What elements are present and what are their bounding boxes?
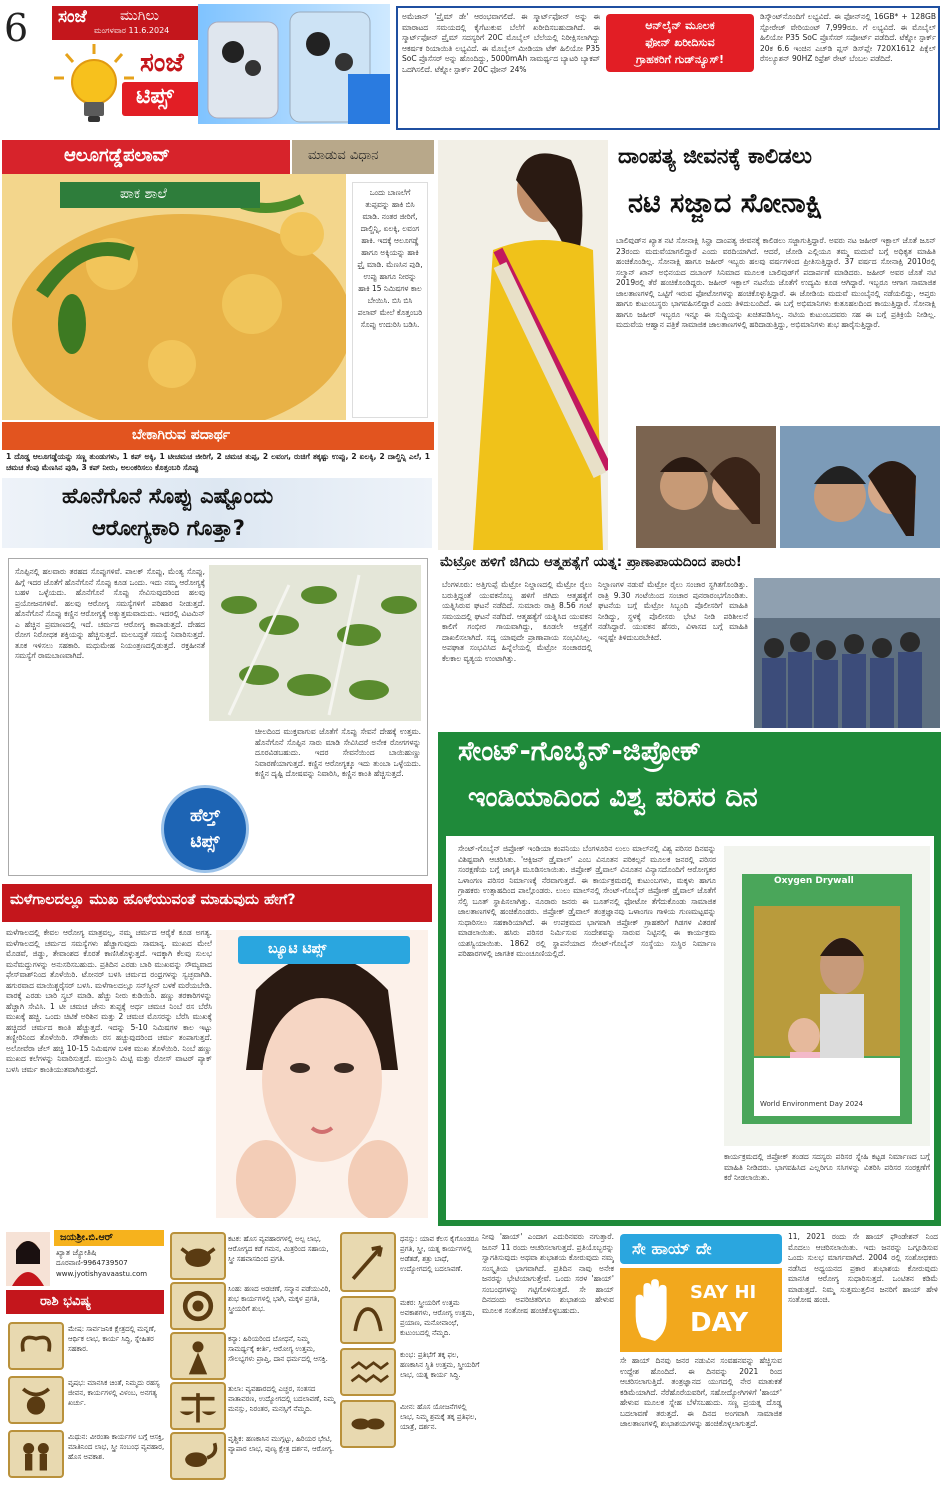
rashi-simha: ಸಿಂಹ: ಹಣದ ಅಡಚಣೆ, ಸನ್ಮಾನ ಪಡೆಯುವಿರಿ, ಶುಭ ಕಾರ್ಯಗಳಲ್ಲಿ ಭಾಗಿ, ಮಕ್ಕಳ ಪ್ರಗತಿ, ಸ್ತ್ರೀಯರಿಗೆ ಶುಭ. [228,1285,331,1313]
masthead [0,0,395,128]
page-number: 6 [4,6,29,50]
astrologer-photo [6,1232,50,1286]
greens-body-1: ಸೊಪ್ಪಿನಲ್ಲಿ ಹಲವಾರು ತರಹದ ಸೊಪ್ಪುಗಳಿವೆ. ಪಾಲಕ್ ಸೊಪ್ಪು, ಮೆಂತ್ಯ ಸೊಪ್ಪು, ಹಿಗ್ಗೆ ಇದರ ಜೊತೆಗೆ ಹೊನೆಗೊನೆ ಸೊಪ್ಪು ಕೂಡ ಒಂದು. ಇದು ನಮ್ಮ ಆರೋಗ್ಯಕ್ಕೆ ಬಹಳ ಒಳ್ಳೆಯದು. ಹೊನೆಗೊನೆ ಸೊಪ್ಪು ಸೇವಿಸುವುದರಿಂದ ಹಲವು ಪ್ರಯೋಜನಗಳಿವೆ. ಹಲವು ಆರೋಗ್ಯ ಸಮಸ್ಯೆಗಳಿಗೆ ಪರಿಹಾರ ನೀಡುತ್ತದೆ. ಹೊನೆಗೊನೆ ಸೊಪ್ಪು ಕಣ್ಣಿನ ಆರೋಗ್ಯಕ್ಕೆ ಅತ್ಯುತ್ತಮವಾದುದು. ಇದರಲ್ಲಿ ವಿಟಮಿನ್ ಎ ಹೆಚ್ಚಿನ ಪ್ರಮಾಣದಲ್ಲಿ ಇದೆ. ಚರ್ಮದ ಆರೋಗ್ಯ ಕಾಪಾಡುತ್ತದೆ. ದೇಹದ ರೋಗ ನಿರೋಧಕ ಶಕ್ತಿಯನ್ನು ಹೆಚ್ಚಿಸುತ್ತದೆ. ಮಲಬದ್ಧತೆ ಸಮಸ್ಯೆ ನಿವಾರಿಸುತ್ತದೆ. ತೂಕ ಇಳಿಸಲು ಸಹಕಾರಿ. ಮಧುಮೇಹ ನಿಯಂತ್ರಣದಲ್ಲಿಡುತ್ತದೆ. ರಕ್ತಹೀನತೆ ಸಮಸ್ಯೆಗೆ ರಾಮಬಾಣವಾಗಿದೆ. [15,567,205,660]
phone-story-col1: ಅಮೆಜಾನ್ 'ಪ್ರೈಮ್ ಡೇ' ಆರಂಭವಾಗಲಿದೆ. ಈ ಸ್ಮಾರ್ಟ್‌ಫೋನ್ ಅನ್ನು ಈ ಮಾರಾಟದ ಸಮಯದಲ್ಲಿ ಕೈಗೆಟುಕುವ ಬೆಲೆಗೆ ಖರೀದಿಸಬಹುದಾಗಿದೆ. ಈ ಸ್ಮಾರ್ಟ್‌ಫೋನ್ ಪ್ರೈಮ್ ಸದಸ್ಯರಿಗೆ 20C ಮೊಬೈಲ್ ಬೆಲೆಯಲ್ಲಿ ನಿರೀಕ್ಷಿಸಲಾಗಿದ್ದು ಆಕರ್ಷಕ ರಿಯಾಯಿತಿ ಲಭ್ಯವಿದೆ. ಈ ಮೊಬೈಲ್ ಮೀಡಿಯಾ ಟೆಕ್ ಹಿಲಿಯೋ P35 SoC ಪ್ರೊಸೆಸರ್ ಅನ್ನು ಹೊಂದಿದ್ದು, 5000mAh ಸಾಮರ್ಥ್ಯದ ಬ್ಯಾಟರಿ ಬ್ಯಾಕಪ್ ಒದಗಿಸಲಿದೆ. ಟೆಕ್ನೋ ಸ್ಪಾರ್ಕ್ 20C ಫೋನ್ 24% [402,12,600,74]
rashi-kanya: ಕನ್ಯಾ: ಹಿರಿಯರಿಂದ ಬೋಧನೆ, ನಿಮ್ಮ ಸಾಮರ್ಥ್ಯಕ್ಕೆ ಕೀರ್ತಿ, ಆರೋಗ್ಯ ಉತ್ತಮ, ಸೌಲಭ್ಯಗಳು ಪ್ರಾಪ್ತಿ, ದಾನ ಧರ್ಮದಲ್ಲಿ ಆಸಕ್ತಿ. [228,1335,328,1363]
ingredients-label: ಬೇಕಾಗಿರುವ ಪದಾರ್ಥ [132,427,231,443]
libra-icon [170,1382,226,1430]
issue-date: ಮಂಗಳವಾರ 11.6.2024 [94,26,170,35]
rashi-vrishchika: ವೃಶ್ಚಿಕ: ಹಣಕಾಸಿನ ಮುಗ್ಗಟ್ಟು, ಹಿರಿಯರ ಭೇಟಿ, ವ್ಯಾಪಾರ ಲಾಭ, ಪುಣ್ಯ ಕ್ಷೇತ್ರ ದರ್ಶನ, ಆರೋಗ್ಯ. [228,1435,335,1453]
virgo-icon [170,1332,226,1380]
skin-body: ಮಳೆಗಾಲದಲ್ಲಿ ಕೇವಲ ಆರೋಗ್ಯ ಮಾತ್ರವಲ್ಲ, ನಮ್ಮ ಚರ್ಮದ ಆರೈಕೆ ಕೂಡ ಅಗತ್ಯ. ಮಳೆಗಾಲದಲ್ಲಿ ಚರ್ಮದ ಸಮಸ್ಯೆಗಳು ಹೆಚ್ಚಾಗುವುದು ಸಾಮಾನ್ಯ. ಮುಖದ ಮೇಲೆ ಮೊಡವೆ, ಜಿಡ್ಡು, ತೇವಾಂಶದ ಕೊರತೆ ಕಾಣಿಸಿಕೊಳ್ಳುತ್ತದೆ. ಇದಕ್ಕಾಗಿ ಕೆಲವು ಸುಲಭ ಮನೆಮದ್ದುಗಳನ್ನು ಅನುಸರಿಸಬಹುದು. ಪ್ರತಿದಿನ ಎರಡು ಬಾರಿ ಮುಖವನ್ನು ಸೌಮ್ಯವಾದ ಫೇಸ್‌ವಾಶ್‌ನಿಂದ ತೊಳೆಯಿರಿ. ಟೋನರ್ ಬಳಸಿ ಚರ್ಮದ ರಂಧ್ರಗಳನ್ನು ಸ್ವಚ್ಛವಾಗಿಡಿ. ಹಗುರವಾದ ಮಾಯಿಶ್ಚರೈಸರ್ ಬಳಸಿ. ಮಳೆಗಾಲದಲ್ಲೂ ಸನ್‌ಸ್ಕ್ರೀನ್ ಬಳಕೆ ಮರೆಯಬೇಡಿ. ವಾರಕ್ಕೆ ಎರಡು ಬಾರಿ ಸ್ಕ್ರಬ್ ಮಾಡಿ. ಹೆಚ್ಚು ನೀರು ಕುಡಿಯಿರಿ. ಹಣ್ಣು ತರಕಾರಿಗಳನ್ನು ಹೆಚ್ಚಾಗಿ ಸೇವಿಸಿ. 1 ಟೀ ಚಮಚ ಜೇನು ತುಪ್ಪಕ್ಕೆ ಅರ್ಧ ಚಮಚ ನಿಂಬೆ ರಸ ಬೆರೆಸಿ ಮುಖಕ್ಕೆ ಹಚ್ಚಿ. ಒಂದು ಚಿಟಿಕೆ ಅರಿಶಿನ ಮತ್ತು 2 ಚಮಚ ಮೊಸರನ್ನು ಬೆರೆಸಿ ಮುಖಕ್ಕೆ ಹಚ್ಚಿದರೆ ಚರ್ಮದ ಕಾಂತಿ ಹೆಚ್ಚುತ್ತದೆ. ಇದನ್ನು 5-10 ನಿಮಿಷಗಳ ಕಾಲ ಇಟ್ಟು ತಣ್ಣೀರಿನಿಂದ ತೊಳೆಯಿರಿ. ಸೌತೆಕಾಯಿ ರಸ ಹಚ್ಚುವುದರಿಂದ ಚರ್ಮ ತಂಪಾಗುತ್ತದೆ. ಅಲೋವೆರಾ ಜೆಲ್ ಹಚ್ಚಿ 10-15 ನಿಮಿಷಗಳ ಬಳಿಕ ಮುಖ ತೊಳೆಯಿರಿ. ನಿಂಬೆ ಹಣ್ಣು ಮುಖದ ಕಲೆಗಳನ್ನು ನಿವಾರಿಸುತ್ತದೆ. ಮುಲ್ತಾನಿ ಮಿಟ್ಟಿ ಮತ್ತು ರೋಸ್ ವಾಟರ್ ಪ್ಯಾಕ್ ಬಳಸಿ ಚರ್ಮ ಕಾಂತಿಯುತವಾಗಿರುತ್ತದೆ. [6,928,212,1074]
rashi-dhanu: ಧನಸ್ಸು: ಯಾವ ಕೆಲಸ ಕೈಗೊಂಡರೂ ಪ್ರಗತಿ, ಸ್ತ್ರೀ, ಯತ್ನ ಕಾರ್ಯಗಳಲ್ಲಿ ಅಡೆತಡೆ, ಶತ್ರು ಬಾಧೆ, ಉದ್ಯೋಗದಲ್ಲಿ ಬದಲಾವಣೆ. [400,1235,479,1273]
sg-headline-2: ಇಂಡಿಯಾದಿಂದ ವಿಶ್ವ ಪರಿಸರ ದಿನ [468,782,758,813]
frame-brand: Oxygen Drywall [774,876,854,886]
phone-story [396,6,940,130]
sonakshi-headline-2: ನಟಿ ಸಜ್ಜಾದ ಸೋನಾಕ್ಷಿ [628,188,823,219]
metro-photo [754,578,940,728]
leo-icon [170,1282,226,1330]
metro-body-2: ನಿಲ್ದಾಣಗಳ ನಡುವೆ ಮೆಟ್ರೋ ರೈಲು ಸಂಚಾರ ಸ್ಥಗಿತಗೊಂಡಿತ್ತು. ರಾತ್ರಿ 9.30 ಗಂಟೆಯಿಂದ ಸಂಚಾರ ಪುನರಾರಂಭಗೊಂಡಿತು. ಘಟನೆಯ ಬಗ್ಗೆ ಮೆಟ್ರೋ ಸಿಬ್ಬಂದಿ ಪೊಲೀಸರಿಗೆ ಮಾಹಿತಿ ನೀಡಿದ್ದು, ಸ್ಥಳಕ್ಕೆ ಪೊಲೀಸರು ಭೇಟಿ ನೀಡಿ ಪರಿಶೀಲನೆ ನಡೆಸಿದ್ದಾರೆ. ಯುವಕನ ಹೆಸರು, ವಿಳಾಸದ ಬಗ್ಗೆ ಮಾಹಿತಿ ಇನ್ನಷ್ಟೇ ತಿಳಿದುಬರಬೇಕಿದೆ. [598,580,748,642]
health-badge-1: ಹೆಲ್ತ್ [190,806,220,826]
health-badge-2: ಟಿಪ್ಸ್ [190,832,220,852]
frame-caption: World Environment Day 2024 [760,1100,864,1108]
say-hi-col3: 11, 2021 ರಂದು ಸೇ ಹಾಯ್ ಫೌಂಡೇಶನ್ ನಿಂದ ಮೊದಲು ಆಚರಿಸಲಾಯಿತು. ಇದು ಜನರನ್ನು ಒಗ್ಗೂಡಿಸುವ ಒಂದು ಸುಲಭ ಮಾರ್ಗವಾಗಿದೆ. 2004 ರಲ್ಲಿ ಸಂಶೋಧಕರು ನಡೆಸಿದ ಅಧ್ಯಯನದ ಪ್ರಕಾರ ಶುಭಾಶಯ ಕೋರುವುದು ಮಾನಸಿಕ ಆರೋಗ್ಯ ಸುಧಾರಿಸುತ್ತದೆ. ಒಂಟಿತನ ಕಡಿಮೆ ಮಾಡುತ್ತದೆ. ನಿಮ್ಮ ಸುತ್ತಮುತ್ತಲಿನ ಜನರಿಗೆ ಹಾಯ್ ಹೇಳಿ ಸಂತೋಷ ಹಂಚಿ. [788,1232,938,1304]
rashi-title-bar [6,1290,164,1314]
greens-headline-bar [2,478,432,548]
paper-name-box [52,6,200,40]
method-text: ಒಂದು ಬಾಣಲೆಗೆ ತುಪ್ಪವನ್ನು ಹಾಕಿ ಬಿಸಿ ಮಾಡಿ. ನಂತರ ಜೀರಿಗೆ, ದಾಲ್ಚಿನ್ನಿ, ಏಲಕ್ಕಿ, ಲವಂಗ ಹಾಕಿ. ಇದಕ್ಕೆ ಆಲೂಗಡ್ಡೆ ಹಾಗೂ ಅಕ್ಕಿಯನ್ನು ಹಾಕಿ ಫ್ರೈ ಮಾಡಿ. ಮೆಣಸಿನ ಪುಡಿ, ಉಪ್ಪು ಹಾಗೂ ನೀರನ್ನು ಹಾಕಿ 15 ನಿಮಿಷಗಳ ಕಾಲ ಬೇಯಿಸಿ. ಬಿಸಿ ಬಿಸಿ ಪಲಾವ್ ಮೇಲೆ ಕೊತ್ತಂಬರಿ ಸೊಪ್ಪು ಉದುರಿಸಿ ಬಡಿಸಿ. [352,182,428,418]
saint-gobain-section [438,732,941,1226]
ingredients-label-bar [2,422,434,450]
couple-photo-1 [636,426,776,548]
method-label: ಮಾಡುವ ವಿಧಾನ [308,148,379,163]
astrologer-name-bar [54,1230,164,1246]
phone-story-headline-box [606,14,754,72]
metro-section [438,552,941,730]
sonakshi-section [438,140,941,550]
ingredients-text: 1 ದೊಡ್ಡ ಆಲೂಗಡ್ಡೆಯನ್ನು ಸಣ್ಣ ತುಂಡುಗಳು, 1 ಕಪ್ ಅಕ್ಕಿ, 1 ಟೀಚಮಚ ಜೀರಿಗೆ, 2 ಚಮಚ ತುಪ್ಪ, 2 ಲವಂಗ, ರುಚಿಗೆ ತಕ್ಕಷ್ಟು ಉಪ್ಪು, 2 ಏಲಕ್ಕಿ, 2 ದಾಲ್ಚಿನ್ನಿ ಎಲೆ, 1 ಚಮಚ ಕೆಂಪು ಮೆಣಸಿನ ಪುಡಿ, 3 ಕಪ್ ನೀರು, ಅಲಂಕರಿಸಲು ಕೊತ್ತಂಬರಿ ಸೊಪ್ಪು [6,452,430,472]
gemini-icon [8,1430,64,1478]
beauty-badge-bar [238,936,410,964]
say-hi-title-bar [620,1234,782,1264]
skin-headline: ಮಳೆಗಾಲದಲ್ಲೂ ಮುಖ ಹೊಳೆಯುವಂತೆ ಮಾಡುವುದು ಹೇಗೆ? [10,892,296,908]
astrologer-name: ಜಯಶ್ರೀ.ಬಿ.ಆರ್ [60,1232,113,1243]
metro-body-1: ಬೆಂಗಳೂರು: ಅತ್ತಿಗುಪ್ಪೆ ಮೆಟ್ರೋ ನಿಲ್ದಾಣದಲ್ಲಿ ಮೆಟ್ರೋ ರೈಲು ಬರುತ್ತಿದ್ದಂತೆ ಯುವಕನೊಬ್ಬ ಹಳಿಗೆ ಜಿಗಿದು ಆತ್ಮಹತ್ಯೆಗೆ ಯತ್ನಿಸಿರುವ ಘಟನೆ ನಡೆದಿದೆ. ಸುಮಾರು ರಾತ್ರಿ 8.56 ಗಂಟೆ ಸಮಯದಲ್ಲಿ ಘಟನೆ ನಡೆದಿದೆ. ಆತ್ಮಹತ್ಯೆಗೆ ಯತ್ನಿಸಿದ ಯುವಕನ ಕಾಲಿಗೆ ಗಂಭೀರ ಗಾಯವಾಗಿದ್ದು, ಕೂಡಲೇ ಆಸ್ಪತ್ರೆಗೆ ದಾಖಲಿಸಲಾಗಿದೆ. ಸದ್ಯ ಯಾವುದೇ ಪ್ರಾಣಾಪಾಯ ಸಂಭವಿಸಿಲ್ಲ. ಅಪಘಾತ ಸಂಭವಿಸಿದ ಹಿನ್ನೆಲೆಯಲ್ಲಿ ಮೆಟ್ರೋ ಸಂಚಾರದಲ್ಲಿ ಕೆಲಕಾಲ ವ್ಯತ್ಯಯ ಉಂಟಾಗಿತ್ತು. [442,580,592,663]
sonakshi-photo [438,140,608,550]
scorpio-icon [170,1432,226,1480]
hand-icon [626,1276,684,1346]
rashi-meena: ಮೀನ: ಹೊಸ ಯೋಜನೆಗಳಲ್ಲಿ ಲಾಭ, ನಿಮ್ಮ ಶ್ರಮಕ್ಕೆ ತಕ್ಕ ಪ್ರತಿಫಲ, ಯಾತ್ರೆ, ದರ್ಶನ. [400,1403,477,1431]
sg-body-box [446,836,934,1220]
sg-photo [724,846,930,1146]
rashi-kataka: ಕಟಕ: ಹೊಸ ವ್ಯವಹಾರಗಳಲ್ಲಿ ಅಲ್ಪ ಲಾಭ, ಆರೋಗ್ಯದ ಕಡೆ ಗಮನ, ಮಿತ್ರರಿಂದ ಸಹಾಯ, ಸ್ತ್ರೀ ಸಹವಾಸದಿಂದ ಪ್ರಗತಿ. [228,1235,329,1263]
rashi-kumbha: ಕುಂಭ: ಪ್ರತಿಭೆಗೆ ತಕ್ಕ ಫಲ, ಹಣಕಾಸಿನ ಸ್ಥಿತಿ ಉತ್ತಮ, ಸ್ತ್ರೀಯರಿಗೆ ಲಾಭ, ಯತ್ನ ಕಾರ್ಯ ಸಿದ್ಧಿ. [400,1351,480,1379]
recipe-section [2,140,434,472]
greens-section [2,478,432,878]
cancer-icon [170,1232,226,1280]
sg-headline-1: ಸೇಂಟ್-ಗೊಬೈನ್-ಜಿಪ್ರೋಕ್ [458,736,701,767]
rashi-makara: ಮಕರ: ಸ್ತ್ರೀಯರಿಗೆ ಉತ್ತಮ ಅವಕಾಶಗಳು, ಆರೋಗ್ಯ ಉತ್ತಮ, ಪ್ರಯಾಣ, ಮನೋವಾಂಛೆ, ಕುಟುಂಬದಲ್ಲಿ ನೆಮ್ಮದಿ. [400,1299,475,1337]
phones-image [198,4,390,124]
sagittarius-icon [340,1232,396,1292]
taurus-icon [8,1376,64,1424]
capricorn-icon [340,1296,396,1344]
rashi-tula: ತುಲಾ: ವ್ಯವಹಾರದಲ್ಲಿ ಎಚ್ಚರ, ಸಂತಸದ ವಾತಾವರಣ, ಉದ್ಯೋಗದಲ್ಲಿ ಬದಲಾವಣೆ, ನಿಮ್ಮ ಮನಸ್ಸು, ನಿರಂತರ, ಮನಸ್ಸಿಗೆ ನೆಮ್ಮದಿ. [228,1385,336,1413]
health-tips-badge [161,785,249,873]
greens-headline-2: ಆರೋಗ್ಯಕಾರಿ ಗೊತ್ತಾ? [92,516,245,540]
paper-name-2: ಮುಗಿಲು [120,8,159,24]
skin-section [2,884,432,1222]
beauty-badge: ಬ್ಯೂಟಿ ಟಿಪ್ಸ್ [268,941,327,957]
phone-headline-2: ಫೋನ್ ಖರೀದಿಸುವ [645,36,715,49]
say-hi-badge-2: DAY [690,1308,749,1338]
recipe-title-bar [2,140,290,174]
recipe-title: ಆಲೂಗಡ್ಡೆಪಲಾವ್ [64,145,170,166]
aries-icon [8,1322,64,1370]
rashi-mesha: ಮೇಷ: ಸಾರ್ವಜನಿಕ ಕ್ಷೇತ್ರದಲ್ಲಿ ಮನ್ನಣೆ, ಆರ್ಥಿಕ ಲಾಭ, ಕಾರ್ಯ ಸಿದ್ಧಿ, ಸ್ನೇಹಿತರ ಸಹಕಾರ. [68,1325,156,1353]
astrologer-phone: ದೂರವಾಣಿ-9964739507 [56,1259,128,1267]
section-title-2: ಟಿಪ್ಸ್ [136,84,174,109]
sonakshi-headline-1: ದಾಂಪತ್ಯ ಜೀವನಕ್ಕೆ ಕಾಲಿಡಲು [618,144,812,168]
rashi-vrishabha: ವೃಷಭ: ಮಾನಸಿಕ ಚಿಂತೆ, ನಿಮ್ಮದು ರಹಸ್ಯ ಜೀವನ, ಕಾರ್ಯಗಳಲ್ಲಿ ವಿಳಂಬ, ಅನಗತ್ಯ ಖರ್ಚು. [68,1379,160,1407]
kitchen-label: ಪಾಕ ಶಾಲೆ [120,186,167,202]
say-hi-badge-1: SAY HI [690,1282,757,1303]
rashi-mithuna: ಮಿಥುನ: ವೀರಂತಾ ಕಾರ್ಯಗಳ ಬಗ್ಗೆ ಆಸಕ್ತಿ, ಮಾತಿನಿಂದ ಲಾಭ, ಸ್ತ್ರೀ ಸಂಬಂಧ ವ್ಯವಹಾರ, ಹೊಸ ಅವಕಾಶ. [68,1433,165,1461]
paper-name-1: ಸಂಜೆ [58,7,87,27]
couple-photo-2 [780,426,940,548]
method-label-bar [292,140,434,174]
greens-body-2: ಚೀಲದಿಂದ ಮುಕ್ತವಾಗುವ ಜೊತೆಗೆ ಸೊಪ್ಪು ಸೇವನೆ ದೇಹಕ್ಕೆ ಉತ್ತಮ. ಹೊನೆಗೊನೆ ಸೊಪ್ಪಿನ ಸಾರು ಮಾಡಿ ಸೇವಿಸಿದರೆ ಅನೇಕ ರೋಗಗಳನ್ನು ದೂರವಿಡಬಹುದು. ಇದರ ಸೇವನೆಯಿಂದ ಬಾಯಿಹುಣ್ಣು ನಿವಾರಣೆಯಾಗುತ್ತದೆ. ಕಣ್ಣಿನ ಆರೋಗ್ಯಕ್ಕೂ ಇದು ತುಂಬಾ ಒಳ್ಳೆಯದು. ಕಣ್ಣಿನ ದೃಷ್ಟಿ ದೋಷವನ್ನು ನಿವಾರಿಸಿ, ಕಣ್ಣಿನ ಕಾಂತಿ ಹೆಚ್ಚಿಸುತ್ತದೆ. [255,727,421,778]
phone-story-col2: ಡಿಸ್ಕೌಂಟ್‌ನೊಂದಿಗೆ ಲಭ್ಯವಿದೆ. ಈ ಫೋನ್‌ನಲ್ಲಿ 16GB* + 128GB ಸ್ಟೋರೇಜ್ ವೇರಿಯಂಟ್ 7,999ರೂ. ಗೆ ಲಭ್ಯವಿದೆ. ಈ ಮೊಬೈಲ್ ಹಿಲಿಯೋ P35 SoC ಪ್ರೊಸೆಸರ್ ಸಪೋರ್ಟ್ ಪಡೆದಿದೆ. ಟೆಕ್ನೋ ಸ್ಪಾರ್ಕ್ 20ಕ 6.6 ಇಂಚಿನ ಎಚ್‌ಡಿ ಪ್ಲಸ್ ಡಿಸ್‌ಪ್ಲೇ 720X1612 ಪಿಕ್ಸೆಲ್ ರೆಸಲ್ಯೂಶನ್ 90HZ ರಿಫ್ರೆಶ್ ರೇಟ್ ಬೆಂಬಲ ಪಡೆದಿದೆ. [760,12,936,63]
sg-body-2: ಕಾರ್ಯಕ್ರಮದಲ್ಲಿ ಜಿಪ್ರೋಕ್ ತಂಡದ ಸದಸ್ಯರು ಪರಿಸರ ಸ್ನೇಹಿ ಕಟ್ಟಡ ನಿರ್ಮಾಣದ ಬಗ್ಗೆ ಮಾಹಿತಿ ನೀಡಿದರು. ಭಾಗವಹಿಸಿದ ಎಲ್ಲರಿಗೂ ಸಸಿಗಳನ್ನು ವಿತರಿಸಿ ಪರಿಸರ ಸಂರಕ್ಷಣೆಗೆ ಕರೆ ನೀಡಲಾಯಿತು. [724,1152,930,1182]
astrologer-title: ಖ್ಯಾತ ಜ್ಯೋತಿಷಿ [56,1248,97,1257]
pulao-photo [2,174,346,420]
section-title-box [122,82,206,116]
greens-box [8,558,428,876]
sg-body-1: ಸೇಂಟ್-ಗೊಬೈನ್ ಜಿಪ್ರೋಕ್ ಇಂಡಿಯಾ ಕಂಪನಿಯು ಬೆಂಗಳೂರಿನ ಲುಲು ಮಾಲ್‌ನಲ್ಲಿ ವಿಶ್ವ ಪರಿಸರ ದಿನವನ್ನು ವಿಶಿಷ್ಟವಾಗಿ ಆಚರಿಸಿತು. 'ಆಕ್ಸಿಜನ್ ಡ್ರೈವಾಲ್' ಎಂಬ ವಿನೂತನ ಪರಿಕಲ್ಪನೆ ಮೂಲಕ ಜನರಲ್ಲಿ ಪರಿಸರ ಸಂರಕ್ಷಣೆಯ ಬಗ್ಗೆ ಜಾಗೃತಿ ಮೂಡಿಸಲಾಯಿತು. ಜಿಪ್ರೋಕ್ ಡ್ರೈವಾಲ್ ವಿನೂತನ ವಿನ್ಯಾಸದೊಂದಿಗೆ ಆರೋಗ್ಯಕರ ಒಳಾಂಗಣ ಪರಿಸರ ನಿರ್ಮಾಣಕ್ಕೆ ನೆರವಾಗುತ್ತದೆ. ಈ ಕಾರ್ಯಕ್ರಮದಲ್ಲಿ ಕುಟುಂಬಗಳು, ಮಕ್ಕಳು ಹಾಗೂ ಗ್ರಾಹಕರು ಉತ್ಸಾಹದಿಂದ ಪಾಲ್ಗೊಂಡರು. ಲುಲು ಮಾಲ್‌ನಲ್ಲಿ ಸೇಂಟ್-ಗೊಬೈನ್ ಜಿಪ್ರೋಕ್ ಡ್ರೈವಾಲ್ ಜೊತೆಗೆ ಸೆಲ್ಫಿ ಬೂತ್ ಸ್ಥಾಪಿಸಲಾಗಿತ್ತು. ನೂರಾರು ಜನರು ಈ ಬೂತ್‌ನಲ್ಲಿ ಫೋಟೋ ತೆಗೆದುಕೊಂಡು ಸಾಮಾಜಿಕ ಜಾಲತಾಣಗಳಲ್ಲಿ ಹಂಚಿಕೊಂಡರು. ಜಿಪ್ರೋಕ್ ಡ್ರೈವಾಲ್ ತಂತ್ರಜ್ಞಾನವು ಒಳಾಂಗಣ ಗಾಳಿಯ ಗುಣಮಟ್ಟವನ್ನು ಸುಧಾರಿಸಲು ಸಹಕಾರಿಯಾಗಿದೆ. ಈ ಉಪಕ್ರಮದ ಭಾಗವಾಗಿ ಜಿಪ್ರೋಕ್ ಗ್ರಾಹಕರಿಗೆ ಗಿಡಗಳ ವಿತರಣೆ ಮಾಡಲಾಯಿತು. ಹಸಿರು ಪರಿಸರ ನಿರ್ಮಿಸುವ ಸಂದೇಶವನ್ನು ಸಾರುವ ನಿಟ್ಟಿನಲ್ಲಿ ಈ ಕಾರ್ಯಕ್ರಮ ಯಶಸ್ವಿಯಾಯಿತು. 1862 ರಲ್ಲಿ ಸ್ಥಾಪನೆಯಾದ ಸೇಂಟ್-ಗೊಬೈನ್ ಸಂಸ್ಥೆಯು ಸುಸ್ಥಿರ ನಿರ್ಮಾಣ ಪರಿಹಾರಗಳಲ್ಲಿ ಜಾಗತಿಕ ಮುಂಚೂಣಿಯಲ್ಲಿದೆ. [458,844,716,958]
kitchen-label-bar [60,182,260,208]
section-title-1: ಸಂಜೆ [140,48,184,78]
aquarius-icon [340,1348,396,1396]
metro-headline: ಮೆಟ್ರೋ ಹಳಿಗೆ ಜಿಗಿದು ಆತ್ಮಹತ್ಯೆಗೆ ಯತ್ನ: ಪ್ರಾಣಾಪಾಯದಿಂದ ಪಾರು! [440,554,742,570]
say-hi-col1: ನೀವು 'ಹಾಯ್' ಎಂದಾಗ ಎದುರಿನವರು ನಗುತ್ತಾರೆ. ಜೂನ್ 11 ರಂದು ಆಚರಿಸಲಾಗುತ್ತದೆ. ಪ್ರತಿಯೊಬ್ಬರನ್ನು ಸ್ವಾಗತಿಸುವುದು ಅಥವಾ ಶುಭಾಶಯ ಕೋರುವುದು ನಮ್ಮ ಸಂಸ್ಕೃತಿಯ ಭಾಗವಾಗಿದೆ. ಪ್ರತಿದಿನ ನಾವು ಅನೇಕ ಜನರನ್ನು ಭೇಟಿಯಾಗುತ್ತೇವೆ. ಒಂದು ಸರಳ 'ಹಾಯ್' ಸಂಬಂಧಗಳನ್ನು ಗಟ್ಟಿಗೊಳಿಸುತ್ತದೆ. ಸೇ ಹಾಯ್ ದಿನದಂದು ಅಪರಿಚಿತರಿಗೂ ಶುಭಾಶಯ ಹೇಳುವ ಮೂಲಕ ಸಂತೋಷ ಹಂಚಿಕೊಳ್ಳಬಹುದು. [482,1232,614,1315]
say-hi-section [482,1228,942,1490]
phone-headline-3: ಗ್ರಾಹಕರಿಗೆ ಗುಡ್‌ನ್ಯೂಸ್! [635,53,724,66]
skin-headline-bar [2,884,432,922]
greens-photo [209,565,421,721]
face-photo [216,930,428,1218]
phone-headline-1: ಆನ್‌ಲೈನ್ ಮೂಲಕ [645,19,715,32]
rashi-title: ರಾಶಿ ಭವಿಷ್ಯ [40,1294,92,1309]
astrologer-site: www.jyotishyavaastu.com [56,1270,148,1278]
say-hi-kannada-title: ಸೇ ಹಾಯ್ ದೇ [632,1239,712,1258]
sonakshi-body: ಬಾಲಿವುಡ್‌ನ ಖ್ಯಾತ ನಟಿ ಸೋನಾಕ್ಷಿ ಸಿನ್ಹಾ ದಾಂಪತ್ಯ ಜೀವನಕ್ಕೆ ಕಾಲಿಡಲು ಸಜ್ಜಾಗುತ್ತಿದ್ದಾರೆ. ಅವರು ನಟ ಜಹೀರ್ ಇಕ್ಬಾಲ್ ಜೊತೆ ಜೂನ್ 23ರಂದು ಮದುವೆಯಾಗಲಿದ್ದಾರೆ ಎಂದು ವರದಿಯಾಗಿದೆ. ಆದರೆ, ಜೋಡಿ ಎಲ್ಲಿಯೂ ತಮ್ಮ ಮದುವೆ ಬಗ್ಗೆ ಅಧಿಕೃತ ಮಾಹಿತಿ ಹಂಚಿಕೊಂಡಿಲ್ಲ. ಸೋನಾಕ್ಷಿ ಹಾಗೂ ಜಹೀರ್ ಇಬ್ಬರು ಹಲವು ವರ್ಷಗಳಿಂದ ಪ್ರೀತಿಸುತ್ತಿದ್ದಾರೆ. 37 ವರ್ಷದ ಸೋನಾಕ್ಷಿ 2010ರಲ್ಲಿ ಸಲ್ಮಾನ್ ಖಾನ್ ಅಭಿನಯದ ದಬಾಂಗ್ ಸಿನಿಮಾದ ಮೂಲಕ ಬಾಲಿವುಡ್‌ಗೆ ಪದಾರ್ಪಣೆ ಮಾಡಿದರು. ಜಹೀರ್ ಅವರ ಜೊತೆ ನಟಿ 2019ರಲ್ಲಿ ತೆರೆ ಹಂಚಿಕೊಂಡಿದ್ದರು. ಜಹೀರ್ ಇಕ್ಬಾಲ್ ನಟನೆಯ ಜೊತೆಗೆ ಉದ್ಯಮಿ ಕೂಡ ಆಗಿದ್ದಾರೆ. ಇಬ್ಬರೂ ಆಗಾಗ ಸಾಮಾಜಿಕ ಜಾಲತಾಣಗಳಲ್ಲಿ ಒಟ್ಟಿಗೆ ಇರುವ ಫೋಟೋಗಳನ್ನು ಹಂಚಿಕೊಳ್ಳುತ್ತಿದ್ದಾರೆ. ಈ ಜೋಡಿಯ ಮದುವೆ ಮುಂಬೈನಲ್ಲಿ ನಡೆಯಲಿದ್ದು, ಆಪ್ತರು ಹಾಗೂ ಕುಟುಂಬಸ್ಥರು ಭಾಗವಹಿಸಲಿದ್ದಾರೆ ಎಂದು ತಿಳಿದುಬಂದಿದೆ. ಈ ಬಗ್ಗೆ ಅಭಿಮಾನಿಗಳು ಕುತೂಹಲದಿಂದ ಕಾಯುತ್ತಿದ್ದಾರೆ. ಸೋನಾಕ್ಷಿ ಹಾಗೂ ಜಹೀರ್ ಇಬ್ಬರೂ ಇನ್ನೂ ಈ ಸುದ್ದಿಯನ್ನು ಖಚಿತಪಡಿಸಿಲ್ಲ. ನಟಿಯ ಕುಟುಂಬದವರು ಸಹ ಈ ಬಗ್ಗೆ ಪ್ರತಿಕ್ರಿಯೆ ನೀಡಿಲ್ಲ. ಮದುವೆಯ ಆಹ್ವಾನ ಪತ್ರಿಕೆ ಸಾಮಾಜಿಕ ಜಾಲತಾಣಗಳಲ್ಲಿ ಹರಿದಾಡುತ್ತಿದ್ದು, ಅಭಿಮಾನಿಗಳು ಶುಭ ಹಾರೈಸುತ್ತಿದ್ದಾರೆ. [616,236,936,329]
pisces-icon [340,1400,396,1448]
say-hi-col2: ಸೇ ಹಾಯ್ ದಿನವು ಜನರ ನಡುವಿನ ಸಂವಹನವನ್ನು ಹೆಚ್ಚಿಸುವ ಉದ್ದೇಶ ಹೊಂದಿದೆ. ಈ ದಿನವನ್ನು 2021 ರಿಂದ ಆಚರಿಸಲಾಗುತ್ತಿದೆ. ತಂತ್ರಜ್ಞಾನದ ಯುಗದಲ್ಲಿ ನೇರ ಮಾತುಕತೆ ಕಡಿಮೆಯಾಗಿದೆ. ನೆರೆಹೊರೆಯವರಿಗೆ, ಸಹೋದ್ಯೋಗಿಗಳಿಗೆ 'ಹಾಯ್' ಹೇಳುವ ಮೂಲಕ ಸ್ನೇಹ ಬೆಳೆಸಬಹುದು. ಸಣ್ಣ ಪ್ರಯತ್ನ ದೊಡ್ಡ ಬದಲಾವಣೆ ತರುತ್ತದೆ. ಈ ದಿನದ ಅಂಗವಾಗಿ ಸಾಮಾಜಿಕ ಜಾಲತಾಣಗಳಲ್ಲಿ ಶುಭಾಶಯಗಳನ್ನು ಹಂಚಿಕೊಳ್ಳಲಾಗುತ್ತದೆ. [620,1356,782,1428]
greens-headline-1: ಹೊನೆಗೊನೆ ಸೊಪ್ಪು ಎಷ್ಟೊಂದು [62,484,274,508]
say-hi-badge [620,1268,782,1352]
